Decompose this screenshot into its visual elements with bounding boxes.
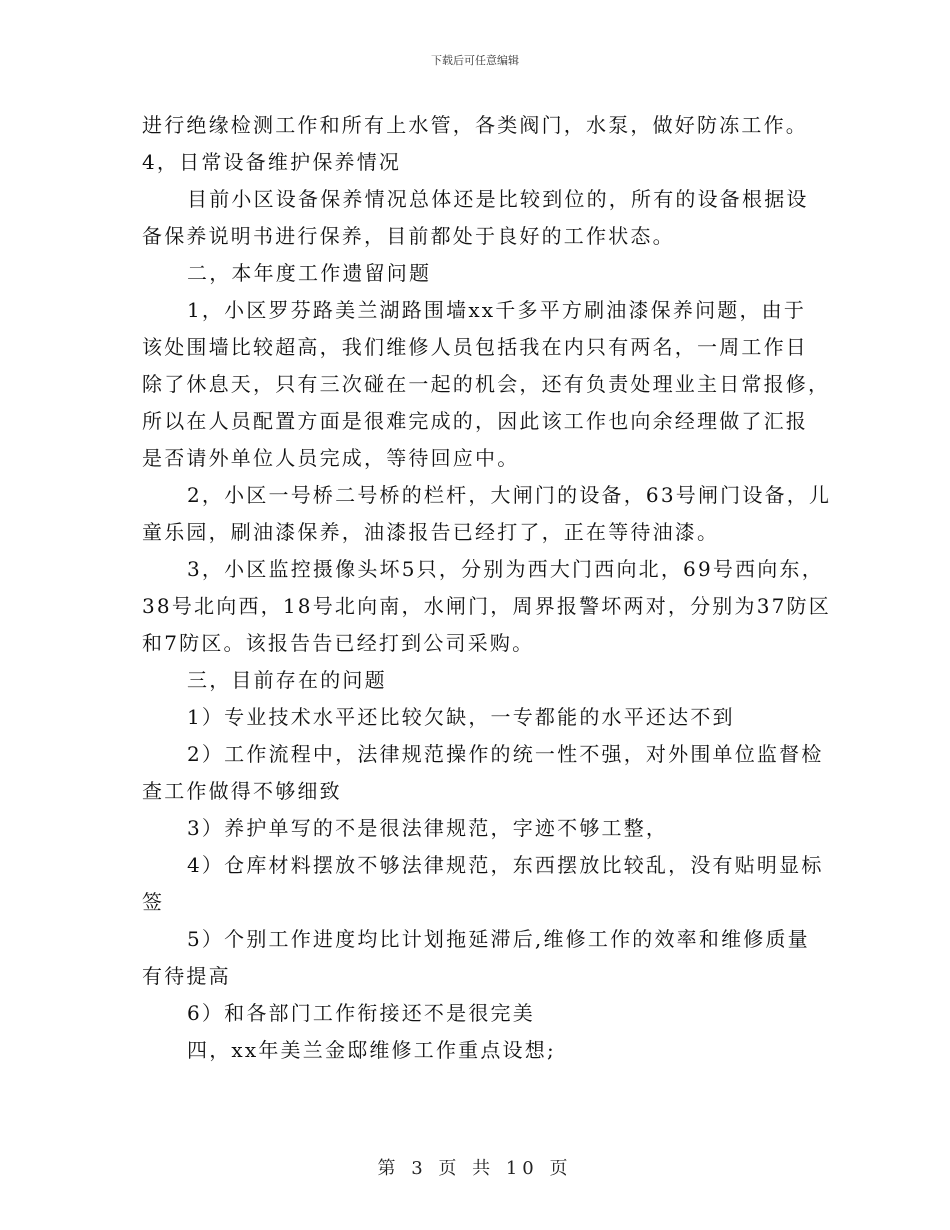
list-item: 5）个别工作进度均比计划拖延滞后,维修工作的效率和维修质量 xyxy=(187,927,810,951)
list-item: 4）仓库材料摆放不够法律规范，东西摆放比较乱，没有贴明显标 xyxy=(187,853,824,877)
section-heading: 二，本年度工作遗留问题 xyxy=(187,261,432,285)
body-line: 进行绝缘检测工作和所有上水管，各类阀门，水泵，做好防冻工作。 xyxy=(142,113,808,137)
section-heading: 三，目前存在的问题 xyxy=(187,668,387,692)
body-line: 该处围墙比较超高，我们维修人员包括我在内只有两名，一周工作日 xyxy=(142,335,808,359)
body-line: 2，小区一号桥二号桥的栏杆，大闸门的设备，63号闸门设备，儿 xyxy=(187,483,832,507)
list-item-continuation: 有待提高 xyxy=(142,964,231,988)
section-heading: 4，日常设备维护保养情况 xyxy=(142,150,402,174)
body-line: 是否请外单位人员完成，等待回应中。 xyxy=(142,446,520,470)
section-heading: 四，xx年美兰金邸维修工作重点设想; xyxy=(187,1038,556,1062)
body-line: 备保养说明书进行保养，目前都处于良好的工作状态。 xyxy=(142,224,675,248)
list-item: 1）专业技术水平还比较欠缺，一专都能的水平还达不到 xyxy=(187,705,735,729)
list-item-continuation: 签 xyxy=(142,890,165,914)
body-line: 除了休息天，只有三次碰在一起的机会，还有负责处理业主日常报修， xyxy=(142,372,831,396)
page-header: 下载后可任意编辑 xyxy=(431,54,519,67)
list-item: 2）工作流程中，法律规范操作的统一性不强，对外围单位监督检 xyxy=(187,742,824,766)
page-number: 第 3 页 共 10 页 xyxy=(377,1158,573,1179)
body-line: 目前小区设备保养情况总体还是比较到位的，所有的设备根据设 xyxy=(187,187,809,211)
document-body xyxy=(142,107,832,1069)
body-line: 3，小区监控摄像头坏5只，分别为西大门西向北，69号西向东， xyxy=(187,557,824,581)
body-line: 38号北向西，18号北向南，水闸门，周界报警坏两对，分别为37防区 xyxy=(142,594,831,618)
body-line: 所以在人员配置方面是很难完成的，因此该工作也向余经理做了汇报 xyxy=(142,409,808,433)
list-item: 3）养护单写的不是很法律规范，字迹不够工整， xyxy=(187,816,669,840)
body-line: 童乐园，刷油漆保养，油漆报告已经打了，正在等待油漆。 xyxy=(142,520,720,544)
body-line: 和7防区。该报告告已经打到公司采购。 xyxy=(142,631,535,655)
list-item-continuation: 查工作做得不够细致 xyxy=(142,779,342,803)
body-line: 1，小区罗芬路美兰湖路围墙xx千多平方刷油漆保养问题，由于 xyxy=(187,298,807,322)
list-item: 6）和各部门工作衔接还不是很完美 xyxy=(187,1001,535,1025)
